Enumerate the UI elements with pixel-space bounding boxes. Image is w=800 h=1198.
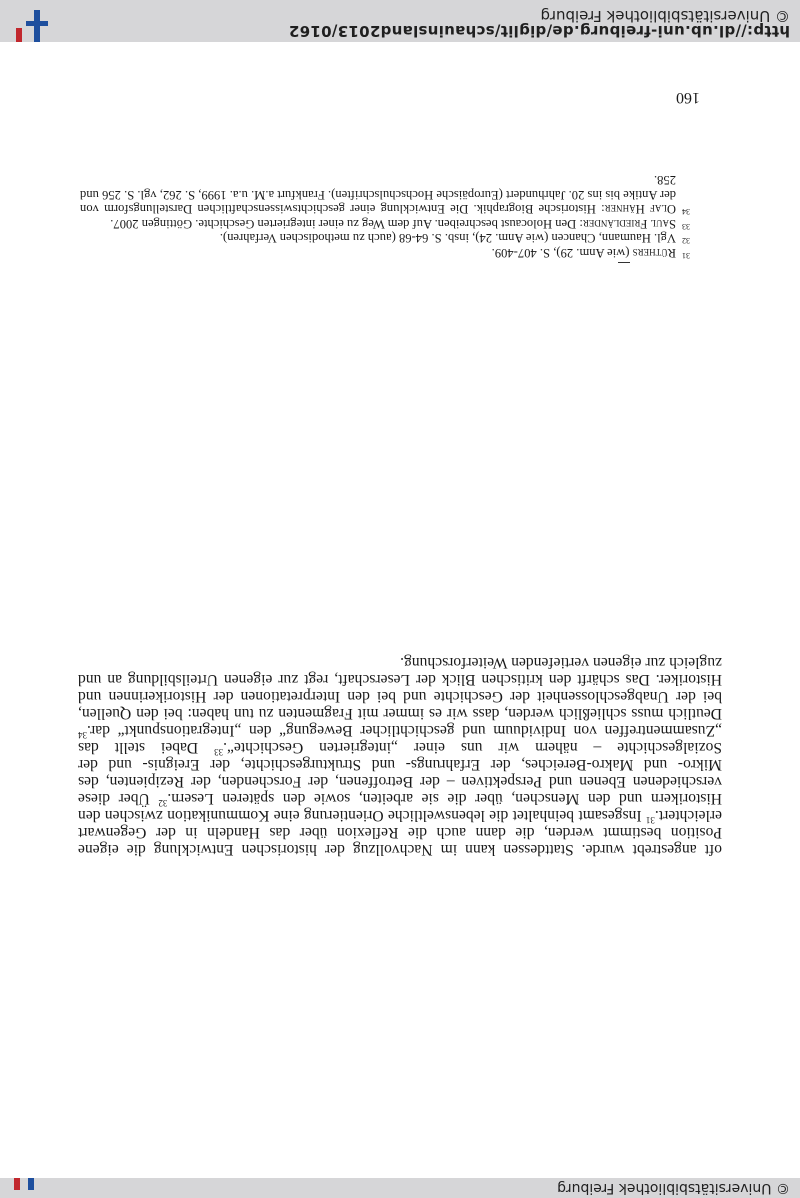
footnote-text: (wie Anm. 29), S. 407-409.	[491, 246, 633, 260]
body-paragraph	[78, 654, 722, 858]
library-logo-top-icon	[12, 1178, 42, 1194]
library-logo-icon	[8, 8, 48, 42]
footnote-text: : Historische Biographik. Die Entwicklung einer geschichtswissenschaftlichen Darstellungsform von der Antike bis ins 20. Jahrhundert (Europäische Hochschulschriften). Frankfurt a.M. u.a. 1999, S. 262, vgl. S. 256 und 258.	[79, 173, 676, 217]
footnote-text: Vgl. Haumann, Chancen (wie Anm. 24), insb. S. 64-68 (auch zu methodischen Verfahren).	[219, 231, 676, 246]
footnote	[80, 172, 690, 216]
footnote-number: 32	[682, 236, 690, 246]
footnote-author: Olaf Hähner	[604, 202, 676, 217]
copyright-credit-top: © Universitätsbibliothek Freiburg	[557, 1180, 790, 1196]
footnote-number: 33	[682, 221, 690, 231]
footnote-ref: 31	[645, 815, 655, 826]
footnote-author: Saul Friedländer	[582, 216, 676, 231]
footnote-ref: 33	[214, 747, 224, 758]
footnote-text: : Den Holocaust beschreiben. Auf dem Weg zu einer integrierten Geschichte. Göttingen 2007.	[110, 216, 583, 231]
footnotes	[80, 172, 690, 260]
digitization-header	[0, 1178, 800, 1198]
footnote-author: Rüthers	[632, 246, 676, 260]
digitization-footer	[0, 0, 800, 42]
source-url[interactable]: http://dl.ub.uni-freiburg.de/diglit/schauinsland2013/0162	[288, 22, 790, 40]
copyright-credit: © Universitätsbibliothek Freiburg	[540, 7, 790, 25]
footnote-ref: 32	[158, 798, 168, 809]
footnote	[80, 216, 690, 231]
footnote-divider	[618, 262, 630, 263]
body-text: oft angestrebt wurde. Stattdessen kann im Nachvollzug der historischen Entwicklung die eigene Position bestimmt werden, die dann auch die Reflexion über das Handeln in der Gegenwart erleichtert.$^{31}$ Insgesamt beinhaltet die lebensweltliche Orientierung eine Kommunikation zwischen den Historikern und den Menschen, über die sie arbeiten, sowie den späteren Lesern.$^{32}$ Über diese verschiedenen Ebenen und Perspektiven – der Betroffenen, der Forschenden, der Rezipienten, des Mikro- und Makro-Bereiches, der Erfahrungs- und Strukturgeschichte, der Ereignis- und der Sozialgeschichte – nähern wir uns einer „integrierten Geschichte“.$^{33}$ Dabei stellt das „Zusammentreffen von Individuum und geschichtlicher Bewegung“ den „Integrationspunkt“ dar.$^{34}$ Deutlich muss schließlich werden, dass wir es immer mit Fragmenten zu tun haben: bei den Quellen, bei der Unabgeschlossenheit der Geschichte und bei den Interpretationen der Historikerinnen und Historiker. Das schärft den kritischen Blick der Leserschaft, regt zur eigenen Urteilsbildung an und zugleich zur eigenen vertiefenden Weiterforschung.	[78, 654, 722, 858]
footnote-number: 31	[682, 251, 690, 260]
footnote	[80, 231, 690, 246]
footnote-number: 34	[682, 207, 690, 217]
footnote	[80, 245, 690, 260]
page-number: 160	[676, 89, 700, 106]
footnote-ref: 34	[78, 730, 87, 741]
